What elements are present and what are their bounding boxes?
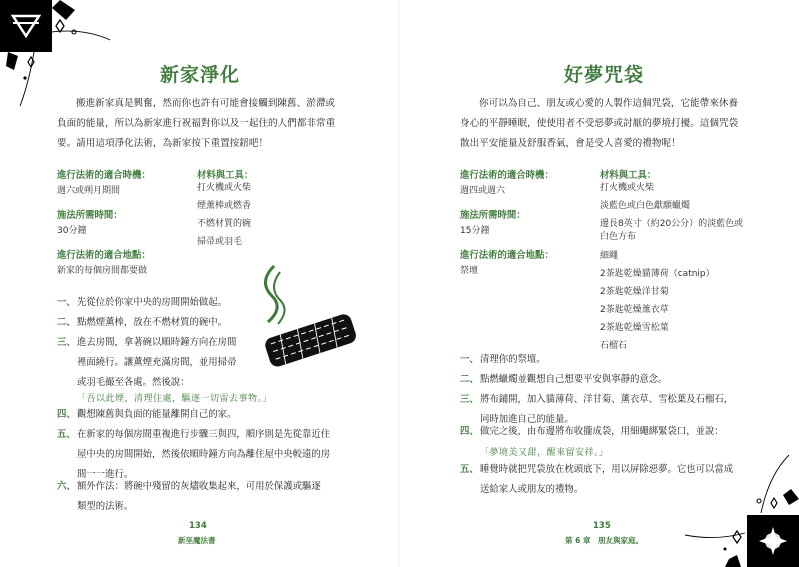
timing-value: 週六或朔月期間 <box>57 186 121 196</box>
step-4 <box>57 405 357 425</box>
page-number: 134 <box>189 521 207 531</box>
page-title: 新家淨化 <box>160 64 241 86</box>
place-value: 新家的每個房間都要做 <box>57 266 148 276</box>
left-page <box>0 0 399 567</box>
duration-label: 施法所需時間： <box>460 210 526 221</box>
step-6 <box>57 477 357 517</box>
step-number: 一、 <box>57 297 76 308</box>
step-line: 裡面繞行。讓薰煙充滿房間，並用掃帚 <box>77 357 237 368</box>
step-line: 點燃蠟燭並觀想自己想要平安與寧靜的意念。 <box>480 374 668 385</box>
materials-label: 材料與工具： <box>197 170 254 181</box>
materials-item: 打火機或火柴 <box>600 183 655 193</box>
step-line: 屋中央的房間開始，然後依順時鐘方向為離住屋中央較遠的房 <box>77 449 331 460</box>
materials-item: 掃帚或羽毛 <box>197 237 243 247</box>
place-label: 進行法術的適合地點： <box>460 250 554 261</box>
intro-line: 散出平安能量及舒服香氣，會是受人喜愛的禮物呢！ <box>460 138 681 149</box>
incantation-quote: 「夢境美又甜，醒來留安祥。」 <box>480 448 609 458</box>
step-number: 三、 <box>57 337 76 348</box>
step-line: 額外作法：將碗中殘留的灰燼收集起來，可用於保護或驅逐 <box>77 481 321 492</box>
step-number: 六、 <box>57 481 76 492</box>
step-line: 睡覺時就把咒袋放在枕頭底下，用以屏除惡夢。它也可以當成 <box>480 464 734 475</box>
incantation-quote: 「吾以此煙，清理住處，驅逐一切雷去事物。」 <box>77 394 273 404</box>
step-1 <box>460 350 760 370</box>
materials-item: 石榴石 <box>600 341 628 351</box>
step-number: 五、 <box>460 464 479 475</box>
corner-ornament-bottom-right <box>685 455 799 567</box>
materials-item: 細繩 <box>600 251 619 261</box>
materials-item: 邊長8英寸（約20公分）的淡藍色或 <box>600 219 744 229</box>
intro-paragraph <box>460 94 760 154</box>
step-number: 一、 <box>460 354 479 365</box>
step-3 <box>57 333 272 393</box>
step-number: 四、 <box>460 426 479 437</box>
place-value: 祭壇 <box>460 266 479 276</box>
step-line: 間一一進行。 <box>77 469 134 480</box>
step-line: 先從位於你家中央的房間開始做起。 <box>77 297 228 308</box>
intro-paragraph <box>57 94 357 154</box>
materials-item: 2茶匙乾燥貓薄荷（catnip） <box>600 269 715 279</box>
intro-line: 要。請用這項淨化法術，為新家按下重置按鈕吧！ <box>57 138 269 149</box>
step-2 <box>460 370 760 390</box>
step-number: 三、 <box>460 394 479 405</box>
step-1 <box>57 293 257 313</box>
step-line: 做完之後，由布邊將布收攏成袋，用細繩綁緊袋口，並說： <box>480 426 724 437</box>
page-title: 好夢咒袋 <box>564 64 645 86</box>
materials-item: 煙薰棒或燃香 <box>197 201 252 211</box>
materials-label: 材料與工具： <box>600 170 657 181</box>
timing-value: 週四或週六 <box>460 186 506 196</box>
timing-label: 進行法術的適合時機： <box>460 170 554 181</box>
step-line: 同時加進自己的能量。 <box>480 414 574 425</box>
step-line: 將布鋪開，加入貓薄荷、洋甘菊、薰衣草、雪松葉及石榴石， <box>480 394 734 405</box>
step-line: 在新家的每個房間重複進行步驟三與四，順序則是先從靠近住 <box>77 429 331 440</box>
running-footer: 新巫魔法書 <box>178 536 216 545</box>
right-page <box>400 0 799 567</box>
intro-line: 身心的平靜睡眠，使使用者不受惡夢或討厭的夢境打擾。這個咒袋 <box>460 118 739 129</box>
materials-item: 打火機或火柴 <box>197 183 252 193</box>
intro-line: 你可以為自己、朋友或心愛的人製作這個咒袋，它能帶來休養 <box>479 98 739 109</box>
step-5 <box>57 425 357 485</box>
step-number: 二、 <box>460 374 479 385</box>
materials-item: 不燃材質的碗 <box>197 219 252 229</box>
intro-line: 搬進新家真是興奮，然而你也許有可能會接觸到陳舊、淤滯或 <box>76 98 336 109</box>
step-line: 類型的法術。 <box>77 501 134 512</box>
step-number: 四、 <box>57 409 76 420</box>
step-line: 點燃煙薰棒，放在不燃材質的碗中。 <box>77 317 228 328</box>
step-line: 送給家人或朋友的禮物。 <box>480 484 584 495</box>
materials-item: 2茶匙乾燥薰衣草 <box>600 305 669 315</box>
step-line: 觀想陳舊與負面的能量離開自己的家。 <box>77 409 237 420</box>
step-2 <box>57 313 257 333</box>
place-label: 進行法術的適合地點： <box>57 250 151 261</box>
step-4 <box>460 422 760 442</box>
step-number: 二、 <box>57 317 76 328</box>
materials-item: 白色方布 <box>600 232 637 242</box>
materials-item: 2茶匙乾燥洋甘菊 <box>600 287 669 297</box>
duration-label: 施法所需時間： <box>57 210 123 221</box>
step-line: 進去房間，拿著碗以順時鐘方向在房間 <box>77 337 237 348</box>
running-footer: 第 6 章 朋友與家庭。 <box>565 536 643 545</box>
step-line: 或羽毛撮至各處。然後說： <box>77 377 190 388</box>
timing-label: 進行法術的適合時機： <box>57 170 151 181</box>
page-number: 135 <box>593 521 611 531</box>
materials-item: 淡藍色或白色獻願蠟燭 <box>600 201 691 211</box>
duration-value: 15分鐘 <box>460 226 490 236</box>
step-number: 五、 <box>57 429 76 440</box>
materials-item: 2茶匙乾燥雪松葉 <box>600 323 669 333</box>
step-line: 清理你的祭壇。 <box>480 354 546 365</box>
duration-value: 30分鐘 <box>57 226 87 236</box>
intro-line: 負面的能量，所以為新家進行祝福對你以及一起住的人們都非常重 <box>57 118 336 129</box>
